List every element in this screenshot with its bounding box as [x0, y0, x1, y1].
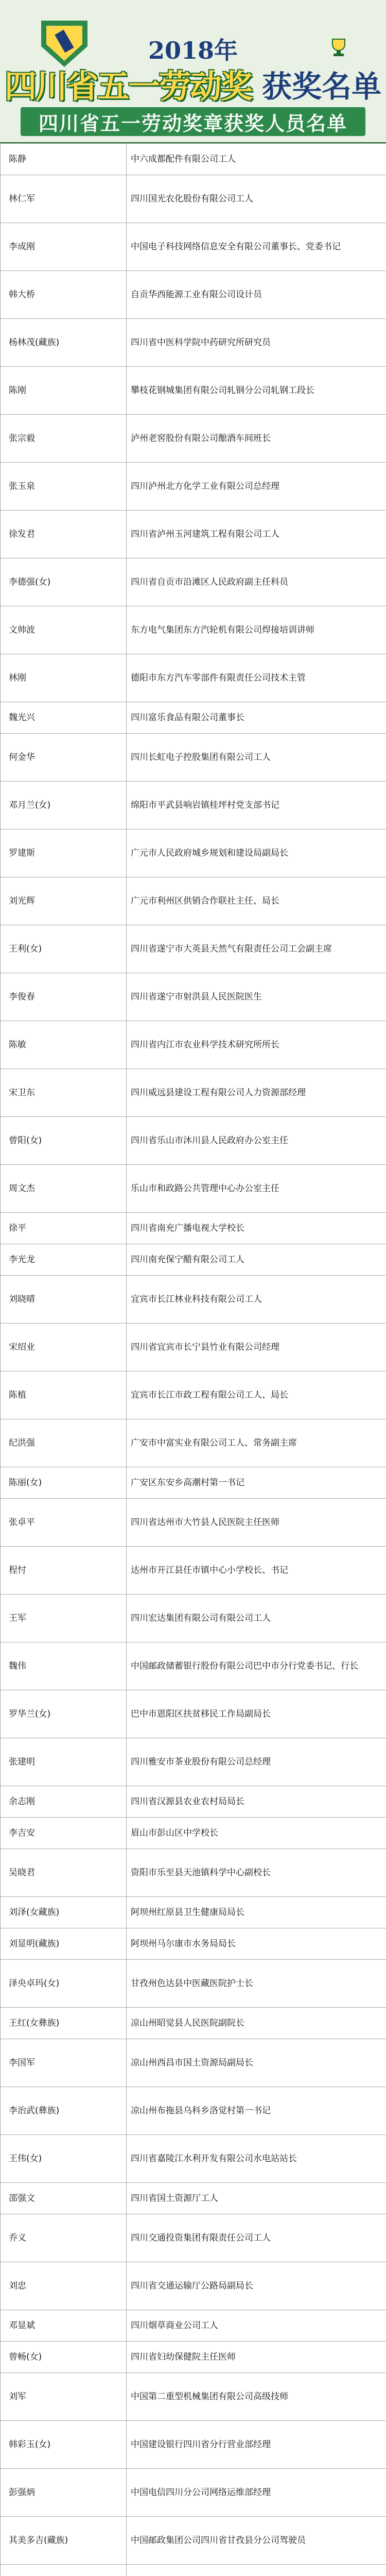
table-row	[1, 2310, 386, 2342]
awardee-name: 李光龙	[1, 1244, 127, 1276]
awardee-name: 周文杰	[1, 1165, 127, 1213]
awardee-unit: 中国建设银行四川省分行营业部经理	[127, 2421, 386, 2469]
awardee-unit: 四川南充保宁醋有限公司工人	[127, 1244, 386, 1276]
table-row	[1, 734, 386, 782]
table-row	[1, 1738, 386, 1786]
awardee-unit: 四川省自贡市沿滩区人民政府副主任科员	[127, 558, 386, 606]
awardee-unit: 中国电子科技网络信息安全有限公司董事长、党委书记	[127, 223, 386, 271]
table-row	[1, 1849, 386, 1897]
table-row	[1, 1467, 386, 1499]
table-row	[1, 2087, 386, 2135]
awardee-unit: 资阳市乐至县天池镇科学中心副校长	[127, 1849, 386, 1897]
awardee-name: 彭强炳	[1, 2469, 127, 2517]
table-row	[1, 2039, 386, 2087]
awardee-name: 林仁军	[1, 175, 127, 223]
table-row	[1, 2342, 386, 2373]
awardee-unit: 凉山州昭觉县人民医院副院长	[127, 2008, 386, 2039]
awardee-name: 吴晓君	[1, 1849, 127, 1897]
awardee-unit: 四川省乐山市沐川县人民政府办公室主任	[127, 1117, 386, 1165]
table-row	[1, 463, 386, 511]
awardee-name: 宋卫东	[1, 1069, 127, 1117]
awardee-unit: 甘孜州色达县中医藏医院护士长	[127, 1960, 386, 2008]
awardee-name: 其美多吉(藏族)	[1, 2517, 127, 2565]
table-row	[1, 1371, 386, 1419]
awardee-unit: 四川威远县建设工程有限公司人力资源部经理	[127, 1069, 386, 1117]
awardee-name: 杨林茂(藏族)	[1, 319, 127, 367]
awardee-name: 王军	[1, 1595, 127, 1642]
awardee-unit: 乐山市和政路公共管理中心办公室主任	[127, 1165, 386, 1213]
awardee-name: 文帅波	[1, 606, 127, 654]
award-table-body	[1, 144, 386, 2576]
table-row	[1, 175, 386, 223]
awardee-unit: 绵阳市平武县响岩镇桂坪村党支部书记	[127, 782, 386, 829]
awardee-unit: 广安区东安乡高潮村第一书记	[127, 1467, 386, 1499]
awardee-name: 陈植	[1, 1371, 127, 1419]
awardee-name: 泽央卓玛(女)	[1, 1960, 127, 2008]
awardee-name: 王利(女)	[1, 925, 127, 973]
awardee-unit: 四川交通投资集团有限责任公司工人	[127, 2214, 386, 2262]
awardee-unit: 四川省交通运输厅公路局副局长	[127, 2262, 386, 2310]
awardee-name: 邵强文	[1, 2183, 127, 2214]
awardee-unit: 四川省嘉陵江水利开发有限公司水电站站长	[127, 2135, 386, 2183]
awardee-name: 陈刚	[1, 367, 127, 415]
awardee-name: 陈静	[1, 144, 127, 175]
awardee-unit: 四川省泸州玉河建筑工程有限公司工人	[127, 511, 386, 558]
awardee-name: 曾畅(女)	[1, 2342, 127, 2373]
awardee-unit: 四川国光农化股份有限公司工人	[127, 175, 386, 223]
table-row	[1, 2517, 386, 2565]
awardee-name: 李治武(彝族)	[1, 2087, 127, 2135]
table-row	[1, 702, 386, 734]
awardee-unit: 自贡华西能源工业有限公司设计员	[127, 271, 386, 319]
awardee-unit	[127, 2565, 386, 2576]
awardee-unit: 中国邮政储蓄银行股份有限公司巴中市分行党委书记、行长	[127, 1642, 386, 1690]
table-row	[1, 877, 386, 925]
awardee-name: 张宗毅	[1, 415, 127, 463]
table-row	[1, 1213, 386, 1244]
main-title-row	[0, 61, 386, 107]
awardee-name: 刘显明(藏族)	[1, 1928, 127, 1960]
table-row	[1, 223, 386, 271]
awardee-unit: 眉山市彭山区中学校长	[127, 1818, 386, 1849]
awardee-unit: 四川省妇幼保健院主任医师	[127, 2342, 386, 2373]
table-row	[1, 1642, 386, 1690]
subtitle-band	[21, 107, 365, 136]
awardee-name: 刘泽(女藏族)	[1, 1897, 127, 1928]
awardee-name: 韩彩玉(女)	[1, 2421, 127, 2469]
table-row	[1, 2008, 386, 2039]
awardee-name: 刘忠	[1, 2262, 127, 2310]
table-row	[1, 319, 386, 367]
awardee-name: 余志刚	[1, 1786, 127, 1818]
awardee-name: 李吉安	[1, 1818, 127, 1849]
awardee-unit: 东方电气集团东方汽轮机有限公司焊接培训讲师	[127, 606, 386, 654]
awardee-name: 李俊春	[1, 973, 127, 1021]
awardee-name: 徐发君	[1, 511, 127, 558]
awardee-name: 韩大桥	[1, 271, 127, 319]
award-table	[0, 143, 386, 2576]
awardee-unit: 攀枝花钢城集团有限公司轧钢分公司轧钢工段长	[127, 367, 386, 415]
year-title: 2018年	[148, 37, 238, 64]
awardee-unit: 四川宏达集团有限公司有限公司工人	[127, 1595, 386, 1642]
awardee-unit: 四川省遂宁市射洪县人民医院医生	[127, 973, 386, 1021]
table-row	[1, 606, 386, 654]
table-row	[1, 2135, 386, 2183]
table-row	[1, 511, 386, 558]
table-row	[1, 1419, 386, 1467]
awardee-name: 李成刚	[1, 223, 127, 271]
awardee-unit: 巴中市恩阳区扶贫移民工作局副局长	[127, 1690, 386, 1738]
table-row	[1, 829, 386, 877]
awardee-unit: 宜宾市长江林业科技有限公司工人	[127, 1276, 386, 1324]
awardee-name: 何金华	[1, 734, 127, 782]
awardee-unit: 中六成都配件有限公司工人	[127, 144, 386, 175]
table-row	[1, 1928, 386, 1960]
table-row	[1, 144, 386, 175]
main-title-suffix: 获奖名单	[262, 69, 382, 104]
awardee-unit: 广元市利州区供销合作联社主任、局长	[127, 877, 386, 925]
awardee-name: 刘晓晴	[1, 1276, 127, 1324]
awardee-name: 魏光兴	[1, 702, 127, 734]
table-row	[1, 2183, 386, 2214]
table-row	[1, 782, 386, 829]
awardee-unit: 四川长虹电子控股集团有限公司工人	[127, 734, 386, 782]
awardee-unit: 四川烟草商业公司工人	[127, 2310, 386, 2342]
awardee-name: 李国军	[1, 2039, 127, 2087]
awardee-name: 乔义	[1, 2214, 127, 2262]
awardee-unit: 四川泸州北方化学工业有限公司总经理	[127, 463, 386, 511]
awardee-name: 刘军	[1, 2373, 127, 2421]
awardee-name: 罗华兰(女)	[1, 1690, 127, 1738]
awardee-unit: 四川省遂宁市大英县天然气有限责任公司工会副主席	[127, 925, 386, 973]
awardee-name: 王红(女彝族)	[1, 2008, 127, 2039]
awardee-name: 邓月兰(女)	[1, 782, 127, 829]
awardee-name: 邓显斌	[1, 2310, 127, 2342]
awardee-name: 程忖	[1, 1547, 127, 1595]
awardee-name: 林刚	[1, 654, 127, 702]
awardee-unit: 阿坝州红原县卫生健康局局长	[127, 1897, 386, 1928]
table-row	[1, 1960, 386, 2008]
table-row	[1, 973, 386, 1021]
table-row	[1, 1244, 386, 1276]
awardee-unit: 宜宾市长江市政工程有限公司工人、局长	[127, 1371, 386, 1419]
awardee-name: 张建明	[1, 1738, 127, 1786]
table-row	[1, 2469, 386, 2517]
awardee-name	[1, 2565, 127, 2576]
awardee-unit: 达州市开江县任市镇中心小学校长、书记	[127, 1547, 386, 1595]
table-row	[1, 1595, 386, 1642]
subtitle: 四川省五一劳动奖章获奖人员名单	[38, 112, 347, 135]
table-row	[1, 925, 386, 973]
awardee-unit: 中国第二重型机械集团有限公司高级技师	[127, 2373, 386, 2421]
awardee-name: 魏伟	[1, 1642, 127, 1690]
table-row	[1, 2565, 386, 2576]
awardee-name: 李德强(女)	[1, 558, 127, 606]
awardee-unit: 中国邮政集团公司四川省甘孜县分公司驾驶员	[127, 2517, 386, 2565]
table-row	[1, 1818, 386, 1849]
awardee-name: 陈丽(女)	[1, 1467, 127, 1499]
awardee-unit: 四川省内江市农业科学技术研究所所长	[127, 1021, 386, 1069]
awardee-name: 罗建斯	[1, 829, 127, 877]
awardee-name: 宋绍业	[1, 1324, 127, 1371]
awardee-unit: 凉山州布拖县乌科乡洛觉村第一书记	[127, 2087, 386, 2135]
table-row	[1, 1786, 386, 1818]
header-banner	[0, 0, 386, 143]
table-row	[1, 654, 386, 702]
awardee-name: 陈敏	[1, 1021, 127, 1069]
awardee-unit: 四川省达州市大竹县人民医院主任医师	[127, 1499, 386, 1547]
table-row	[1, 415, 386, 463]
awardee-unit: 阿坝州马尔康市水务局局长	[127, 1928, 386, 1960]
main-title: 四川省五一劳动奖	[4, 67, 252, 105]
awardee-name: 王伟(女)	[1, 2135, 127, 2183]
table-row	[1, 2214, 386, 2262]
awardee-unit: 广元市人民政府城乡规划和建设局副局长	[127, 829, 386, 877]
table-row	[1, 1165, 386, 1213]
awardee-unit: 四川省中医科学院中药研究所研究员	[127, 319, 386, 367]
awardee-name: 纪洪强	[1, 1419, 127, 1467]
table-row	[1, 1547, 386, 1595]
table-row	[1, 1324, 386, 1371]
table-row	[1, 1117, 386, 1165]
table-row	[1, 1897, 386, 1928]
awardee-name: 徐平	[1, 1213, 127, 1244]
awardee-unit: 四川省国土资源厅工人	[127, 2183, 386, 2214]
awardee-unit: 四川省宜宾市长宁县竹业有限公司经理	[127, 1324, 386, 1371]
awardee-unit: 四川省南充广播电视大学校长	[127, 1213, 386, 1244]
awardee-name: 张卓平	[1, 1499, 127, 1547]
table-row	[1, 1690, 386, 1738]
table-row	[1, 2373, 386, 2421]
awardee-name: 张玉泉	[1, 463, 127, 511]
table-row	[1, 2421, 386, 2469]
table-row	[1, 1499, 386, 1547]
table-row	[1, 2262, 386, 2310]
awardee-unit: 中国电信四川分公司网络运维部经理	[127, 2469, 386, 2517]
awardee-unit: 广安市中富实业有限公司工人、常务副主席	[127, 1419, 386, 1467]
table-row	[1, 1069, 386, 1117]
award-table-wrap	[0, 143, 386, 2576]
awardee-unit: 四川富乐食品有限公司董事长	[127, 702, 386, 734]
table-row	[1, 271, 386, 319]
awardee-name: 刘光辉	[1, 877, 127, 925]
awardee-name: 曾阳(女)	[1, 1117, 127, 1165]
awardee-unit: 四川省汉源县农业农村局局长	[127, 1786, 386, 1818]
awardee-unit: 德阳市东方汽车零部件有限责任公司技术主管	[127, 654, 386, 702]
table-row	[1, 558, 386, 606]
table-row	[1, 367, 386, 415]
table-row	[1, 1021, 386, 1069]
awardee-unit: 四川雅安市茶业股份有限公司总经理	[127, 1738, 386, 1786]
awardee-unit: 凉山州西昌市国土资源局副局长	[127, 2039, 386, 2087]
table-row	[1, 1276, 386, 1324]
awardee-unit: 泸州老窖股份有限公司酿酒车间班长	[127, 415, 386, 463]
